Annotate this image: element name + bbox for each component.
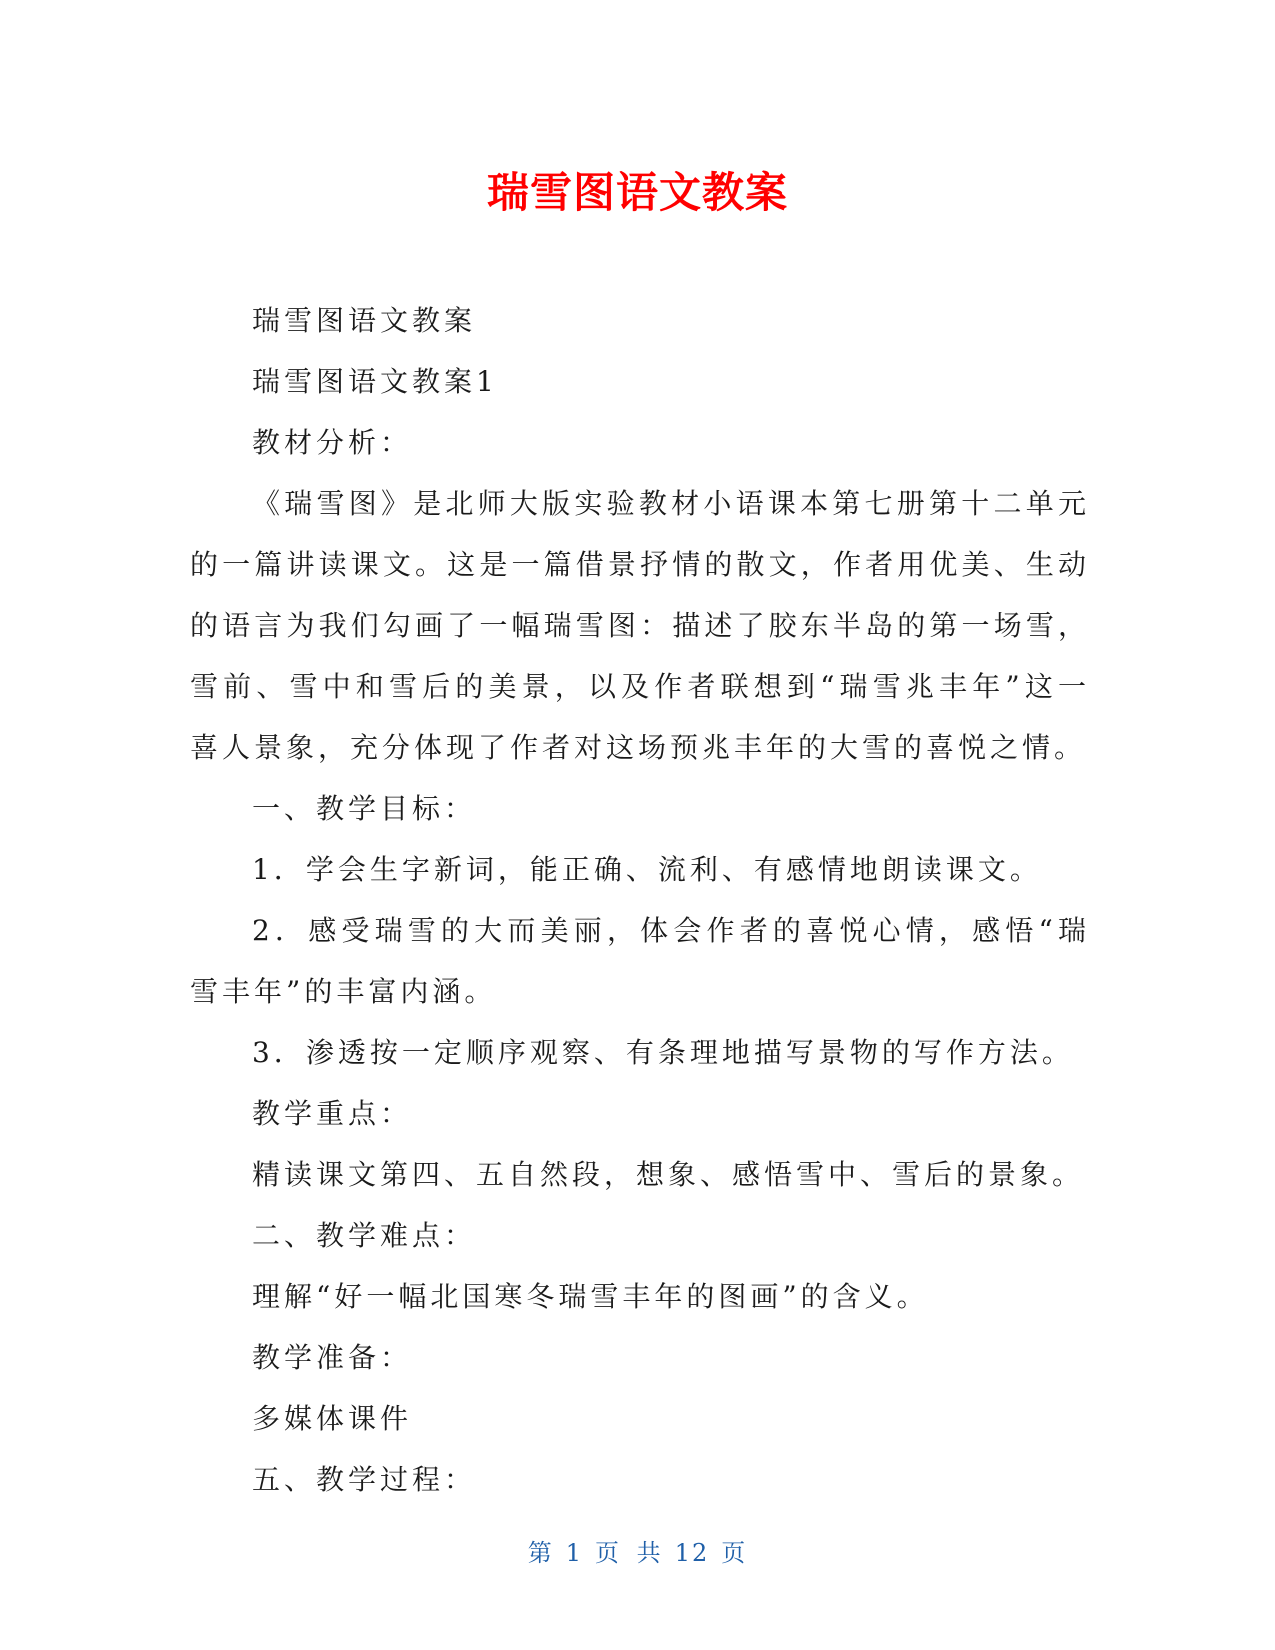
footer-total-pages: 12 [674,1539,710,1567]
paragraph: 精读课文第四、五自然段，想象、感悟雪中、雪后的景象。 [252,1158,1085,1191]
paragraph: 理解“好一幅北国寒冬瑞雪丰年的图画”的含义。 [252,1280,929,1313]
paragraph: 1．学会生字新词，能正确、流利、有感情地朗读课文。 [252,853,1042,886]
paragraph: 教材分析： [252,426,413,459]
page-footer [0,1533,1275,1568]
paragraph: 瑞雪图语文教案 [252,304,477,337]
footer-label-page: 第 [527,1539,554,1567]
paragraph: 3．渗透按一定顺序观察、有条理地描写景物的写作方法。 [252,1036,1074,1069]
paragraph: 教学重点： [252,1097,413,1130]
paragraph: 多媒体课件 [252,1402,413,1435]
paragraph: 一、教学目标： [252,792,477,825]
document-title: 瑞雪图语文教案 [486,168,788,217]
paragraph: 五、教学过程： [252,1463,477,1496]
paragraph: 瑞雪图语文教案1 [252,365,498,398]
paragraph: 2．感受瑞雪的大而美丽，体会作者的喜悦心情，感悟“瑞雪丰年”的丰富内涵。 [190,914,1090,1008]
footer-label-end: 页 [721,1539,748,1567]
paragraph: 二、教学难点： [252,1219,477,1252]
footer-label-of: 页 共 [595,1539,663,1567]
document-body [190,290,1090,1510]
paragraph: 《瑞雪图》是北师大版实验教材小语课本第七册第十二单元的一篇讲读课文。这是一篇借景抒情的散文，作者用优美、生动的语言为我们勾画了一幅瑞雪图：描述了胶东半岛的第一场雪，雪前、雪中和雪后的美景，以及作者联想到“瑞雪兆丰年”这一喜人景象，充分体现了作者对这场预兆丰年的大雪的喜悦之情。 [190,487,1090,764]
footer-current-page: 1 [565,1539,584,1567]
paragraph: 教学准备： [252,1341,413,1374]
